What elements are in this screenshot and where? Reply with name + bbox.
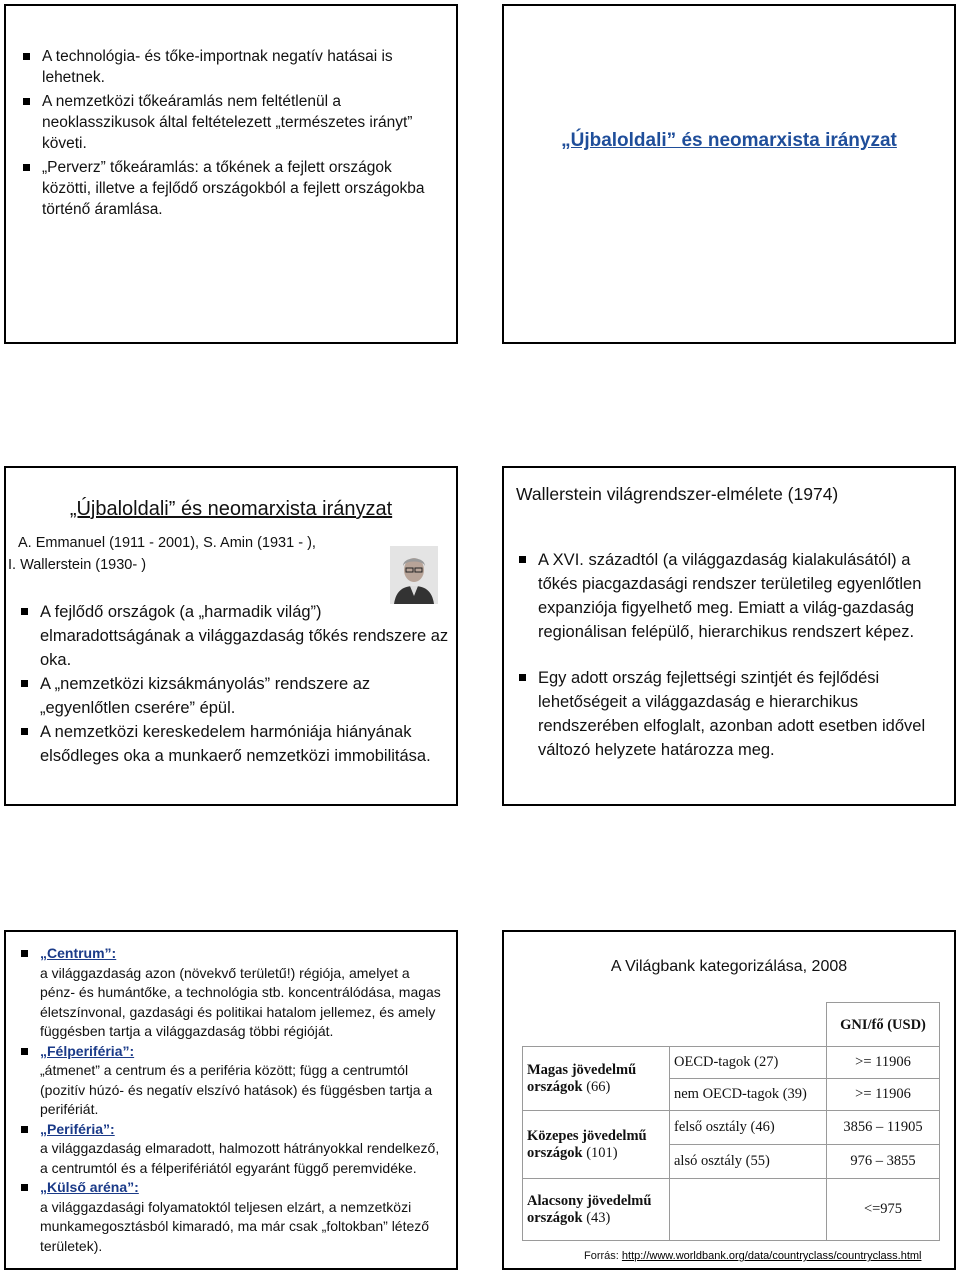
- row-label: nem OECD-tagok (39): [670, 1079, 827, 1111]
- slide-1: [4, 4, 458, 344]
- term-description: a világgazdaság elmaradott, halmozott hátrányokkal rendelkező, a centrumtól és a félperifériától egyaránt függő peremvidéke.: [40, 1140, 440, 1176]
- term-heading: „Félperiféria”:: [40, 1042, 135, 1059]
- row-value: 3856 – 11905: [827, 1111, 940, 1145]
- table-header-gni: GNI/fő (USD): [827, 1003, 940, 1047]
- slide-6-title: A Világbank kategorizálása, 2008: [610, 958, 848, 975]
- bullet-item: Egy adott ország fejlettségi szintjét és fejlődési lehetőségeit a világgazdaság e hierarchikus rendszerében elfoglalt, azonban adott esetben idővel változó helyzete határozza meg.: [516, 666, 946, 762]
- slide-4-bullets: [516, 548, 946, 762]
- authors-line-1: A. Emmanuel (1911 - 2001), S. Amin (1931 - ),: [18, 535, 316, 551]
- group-middle-income: Közepes jövedelmű országok (101): [523, 1111, 670, 1179]
- slide-5-list: [18, 944, 448, 1256]
- slide-1-bullets: [20, 46, 440, 223]
- row-value: 976 – 3855: [827, 1145, 940, 1179]
- row-label: [670, 1179, 827, 1241]
- term-item-kulso-arena: [18, 1178, 448, 1256]
- slide-2: [502, 4, 956, 344]
- term-description: „átmenet” a centrum és a periféria között; függ a centrumtól (pozitív húzó- és negatív elszívó hatások) és függésben tartja a perifériát.: [40, 1062, 433, 1117]
- row-value: >= 11906: [827, 1079, 940, 1111]
- bullet-item: A fejlődő országok (a „harmadik világ”) elmaradottságának a világgazdaság tőkés rendszere az oka.: [18, 600, 454, 672]
- slide-5: [4, 930, 458, 1270]
- slide-3-bullets: [18, 600, 454, 768]
- slide-3: [4, 466, 458, 806]
- bullet-item: A nemzetközi tőkeáramlás nem feltétlenül a neoklasszikusok által feltételezett „természetes irányt” követi.: [20, 91, 440, 154]
- row-label: alsó osztály (55): [670, 1145, 827, 1179]
- term-item-felperiferia: [18, 1042, 448, 1120]
- term-description: a világgazdasági folyamatoktól teljesen elzárt, a nemzetközi munkamegosztásból kimaradó, ma már csak „foltokban” létező területek).: [40, 1198, 430, 1254]
- group-high-income: Magas jövedelmű országok (66): [523, 1047, 670, 1111]
- slide-6: [502, 930, 956, 1270]
- term-description: a világgazdaság azon (növekvő területű!) régiója, amelyet a pénz- és humántőke, a technológia stb. koncentrálódása, magas életszínvonal, gazdasági és politikai hatalom jellemez, és amely függésben tartja a világgazdaság többi régióját.: [40, 964, 441, 1039]
- term-heading: „Külső aréna”:: [40, 1179, 139, 1195]
- slide-3-title: „Újbaloldali” és neomarxista irányzat: [69, 498, 393, 520]
- term-heading: „Centrum”:: [40, 945, 117, 961]
- source-label: Forrás:: [584, 1250, 619, 1262]
- row-value: >= 11906: [827, 1047, 940, 1079]
- term-heading: „Periféria”:: [40, 1120, 115, 1137]
- authors-line-2: I. Wallerstein (1930- ): [8, 557, 147, 573]
- bullet-item: A XVI. századtól (a világgazdaság kialakulásától) a tőkés piacgazdasági rendszer területileg egyenlőtlen expanziója figyelhető meg. Emiatt a világ-gazdaság regionálisan felépülő, hierarchikus rendszert képez.: [516, 548, 946, 644]
- portrait-icon: [390, 546, 438, 604]
- bullet-item: „Perverz” tőkeáramlás: a tőkének a fejlett országok közötti, illetve a fejlődő országokból a fejlett országokba történő áramlása.: [20, 157, 440, 220]
- portrait-photo: [390, 546, 438, 604]
- worldbank-table: [522, 1002, 940, 1241]
- term-item-centrum: [18, 944, 448, 1042]
- source-line: [584, 1250, 921, 1262]
- term-item-periferia: [18, 1120, 448, 1179]
- row-label: felső osztály (46): [670, 1111, 827, 1145]
- row-label: OECD-tagok (27): [670, 1047, 827, 1079]
- bullet-item: A technológia- és tőke-importnak negatív hatásai is lehetnek.: [20, 46, 440, 88]
- slide-4: [502, 466, 956, 806]
- bullet-item: A nemzetközi kereskedelem harmóniája hiányának elsődleges oka a munkaerő nemzetközi immobilitása.: [18, 720, 454, 768]
- slide-2-title: „Újbaloldali” és neomarxista irányzat: [561, 130, 897, 151]
- bullet-item: A „nemzetközi kizsákmányolás” rendszere az „egyenlőtlen cserére” épül.: [18, 672, 454, 720]
- group-low-income: Alacsony jövedelmű országok (43): [523, 1179, 670, 1241]
- row-value: <=975: [827, 1179, 940, 1241]
- source-link[interactable]: http://www.worldbank.org/data/countryclass/countryclass.html: [621, 1250, 922, 1262]
- slide-4-title: Wallerstein világrendszer-elmélete (1974): [516, 484, 839, 504]
